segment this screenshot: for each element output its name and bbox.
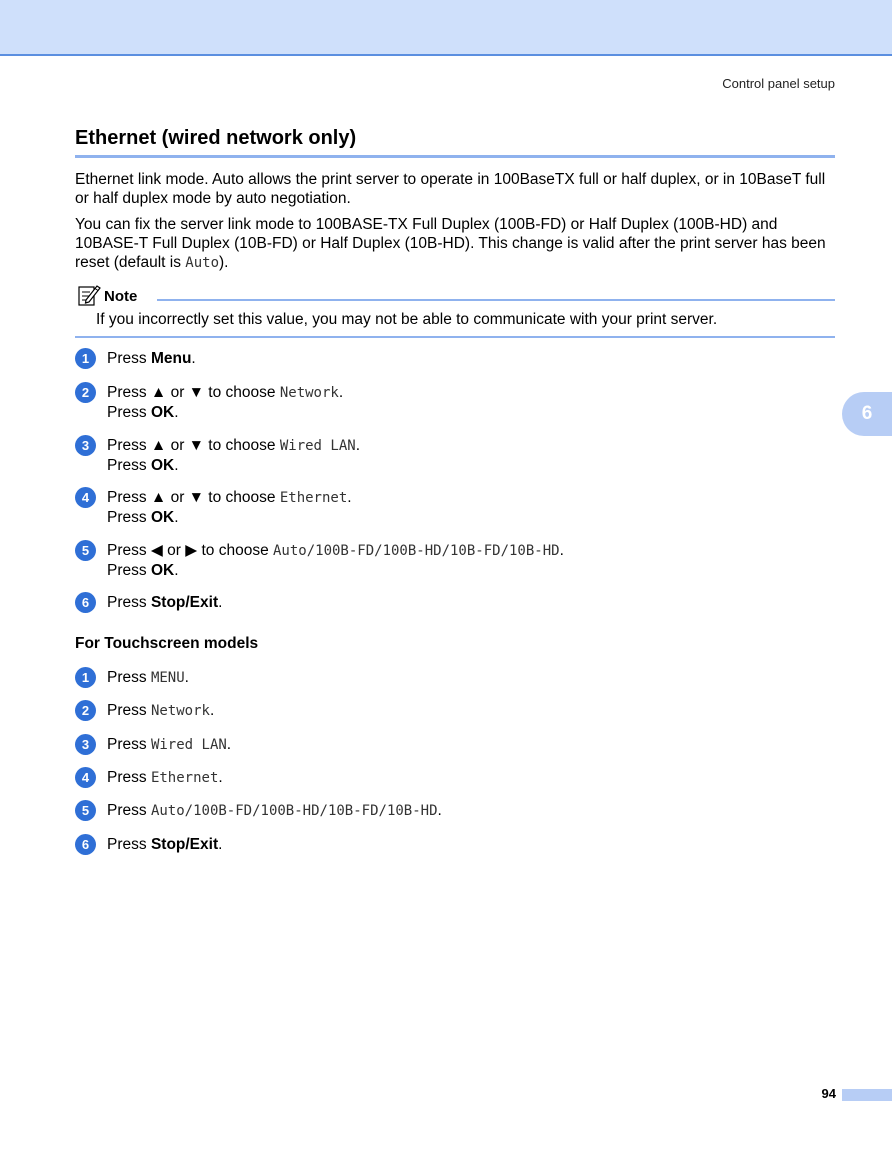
- step-number-badge: 5: [75, 540, 96, 561]
- step-text: Press Ethernet.: [107, 769, 223, 786]
- page-number-bar: [842, 1089, 892, 1101]
- step-number-badge: 3: [75, 435, 96, 456]
- step-number-badge: 1: [75, 348, 96, 369]
- chapter-tab: 6: [842, 392, 892, 436]
- step-number-badge: 5: [75, 800, 96, 821]
- top-banner: [0, 0, 892, 56]
- intro-p2-text-a: You can fix the server link mode to 100BASE-TX Full Duplex (100B-FD) or Half Duplex (100B-HD) and 10BASE-T Full Duplex (10B-FD) or Half Duplex (10B-HD). This change is valid after the print server has been reset (default is: [75, 216, 826, 271]
- intro-paragraph-2: [75, 215, 840, 273]
- step-number-badge: 6: [75, 592, 96, 613]
- step-number-badge: 3: [75, 734, 96, 755]
- note-bottom-rule: [75, 336, 835, 338]
- step-text: Press ▲ or ▼ to choose Wired LAN. Press OK.: [107, 437, 361, 474]
- note-label: Note: [104, 288, 138, 305]
- note-text: If you incorrectly set this value, you may not be able to communicate with your print server.: [96, 311, 718, 328]
- title-rule: [75, 155, 835, 158]
- step-text: Press Wired LAN.: [107, 736, 232, 753]
- step-text: Press ▲ or ▼ to choose Network. Press OK.: [107, 384, 344, 421]
- page-number: 94: [821, 1086, 836, 1101]
- intro-p2-text-b: ).: [219, 254, 229, 271]
- step-number-badge: 6: [75, 834, 96, 855]
- step-text: Press Menu.: [107, 350, 196, 367]
- touchscreen-heading: For Touchscreen models: [75, 635, 259, 652]
- step-number-badge: 2: [75, 382, 96, 403]
- step-text: Press Stop/Exit.: [107, 836, 223, 853]
- step-text: Press Stop/Exit.: [107, 594, 223, 611]
- note-pencil-icon: [77, 283, 101, 307]
- step-text: Press Network.: [107, 702, 215, 719]
- step-text: Press ▲ or ▼ to choose Ethernet. Press OK.: [107, 489, 352, 526]
- running-header: Control panel setup: [722, 76, 835, 91]
- step-text: Press MENU.: [107, 669, 189, 686]
- default-value-code: Auto: [185, 255, 219, 271]
- page-title: Ethernet (wired network only): [75, 127, 357, 149]
- step-number-badge: 4: [75, 487, 96, 508]
- intro-paragraph-1: Ethernet link mode. Auto allows the print server to operate in 100BaseTX full or half duplex, or in 10BaseT full or half duplex mode by auto negotiation.: [75, 171, 826, 207]
- step-number-badge: 1: [75, 667, 96, 688]
- step-number-badge: 4: [75, 767, 96, 788]
- step-number-badge: 2: [75, 700, 96, 721]
- step-text: Press ◀ or ▶ to choose Auto/100B-FD/100B-HD/10B-FD/10B-HD. Press OK.: [107, 542, 564, 579]
- step-text: Press Auto/100B-FD/100B-HD/10B-FD/10B-HD.: [107, 802, 442, 819]
- note-top-rule: [157, 299, 835, 301]
